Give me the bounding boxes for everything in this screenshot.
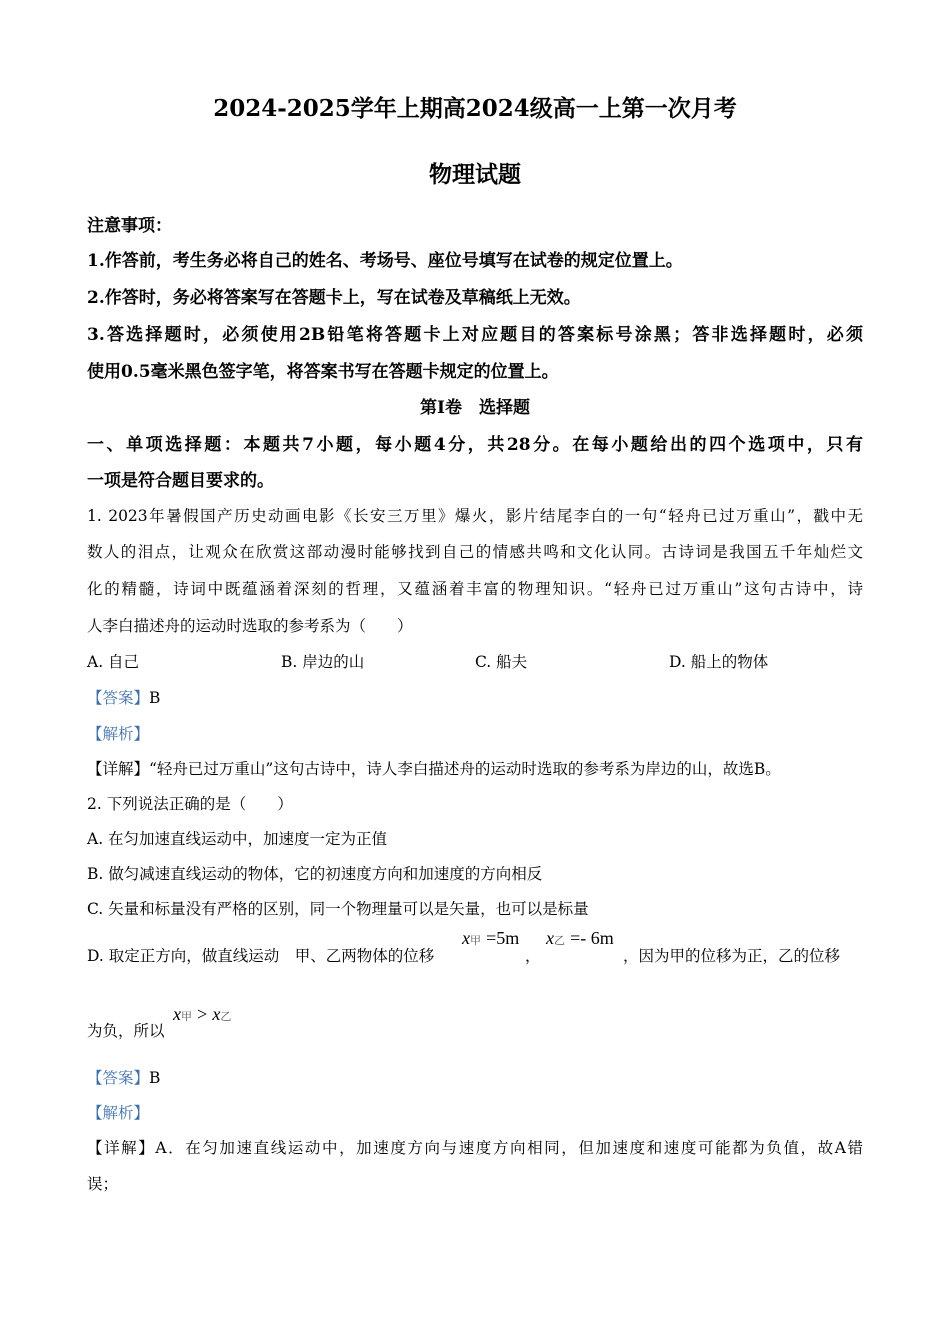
section-title: 第I卷 选择题	[420, 398, 530, 418]
compare-x-jia: x	[173, 1004, 181, 1024]
q2-answer-value: B	[149, 1069, 161, 1087]
exam-title: 2024-2025学年上期高2024级高一上第一次月考	[213, 95, 737, 122]
compare-greater-than: >	[197, 1004, 208, 1024]
notice-heading: 注意事项：	[87, 216, 172, 236]
formula-x-yi: x	[546, 928, 554, 948]
q1-option-b: B. 岸边的山	[281, 653, 365, 671]
q1-detail: 【详解】“轻舟已过万重山”这句古诗中，诗人李白描述舟的运动时选取的参考系为岸边的山，故选B。	[87, 760, 781, 778]
q2-detail-line-2: 误；	[87, 1175, 119, 1193]
q1-option-d: D. 船上的物体	[669, 653, 769, 671]
formula-value-jia: =5m	[486, 928, 520, 948]
q1-stem-line-4: 人李白描述舟的运动时选取的参考系为（ ）	[87, 617, 413, 635]
q1-option-a: A. 自己	[87, 653, 140, 671]
q1-answer-value: B	[149, 689, 161, 707]
q1-stem-line-1: 1. 2023年暑假国产历史动画电影《长安三万里》爆火，影片结尾李白的一句“轻舟已过万重山”，戳中无	[87, 507, 863, 525]
q1-stem-line-2: 数人的泪点，让观众在欣赏这部动漫时能够找到自己的情感共鸣和文化认同。古诗词是我国五千年灿烂文	[87, 543, 863, 561]
q2-formula-jia	[462, 928, 519, 949]
formula-x-jia: x	[462, 928, 470, 948]
notice-item-1: 1.作答前，考生务必将自己的姓名、考场号、座位号填写在试卷的规定位置上。	[87, 251, 683, 271]
q2-detail-line-1: 【详解】A．在匀加速直线运动中，加速度方向与速度方向相同，但加速度和速度可能都为负值，故A错	[87, 1139, 863, 1157]
q2-formula-comma: ，	[525, 947, 541, 965]
exam-subtitle: 物理试题	[429, 161, 521, 188]
q2-answer-tag: 【答案】	[87, 1069, 150, 1087]
formula-sub-jia: 甲	[470, 934, 481, 947]
q2-formula-yi	[546, 928, 614, 949]
notice-item-2: 2.作答时，务必将答案写在答题卡上，写在试卷及草稿纸上无效。	[87, 288, 581, 308]
q1-option-c: C. 船夫	[475, 653, 528, 671]
q2-answer-line	[87, 1066, 863, 1088]
q1-answer-tag: 【答案】	[87, 689, 150, 707]
q1-analysis-tag: 【解析】	[87, 725, 150, 743]
q2-option-b: B. 做匀减速直线运动的物体，它的初速度方向和加速度的方向相反	[87, 865, 543, 883]
compare-sub-jia: 甲	[181, 1010, 192, 1023]
formula-value-yi: =- 6m	[570, 928, 614, 948]
q2-formula-compare	[173, 1004, 231, 1025]
part1-instruction-line-2: 一项是符合题目要求的。	[87, 471, 274, 491]
q2-option-a: A. 在匀加速直线运动中，加速度一定为正值	[87, 830, 388, 848]
q1-stem-line-3: 化的精髓，诗词中既蕴涵着深刻的哲理，又蕴涵着丰富的物理知识。“轻舟已过万重山”这句古诗中，诗	[87, 580, 863, 598]
q2-option-c: C. 矢量和标量没有严格的区别，同一个物理量可以是矢量，也可以是标量	[87, 900, 589, 918]
compare-x-yi: x	[212, 1004, 221, 1024]
compare-sub-yi: 乙	[220, 1010, 232, 1023]
q1-answer-line	[87, 686, 863, 708]
q2-option-d-line-2: 为负，所以	[87, 1022, 165, 1040]
q2-analysis-tag: 【解析】	[87, 1104, 150, 1122]
formula-sub-yi: 乙	[554, 934, 565, 947]
q2-option-d-line-1: D. 取定正方向，做直线运动 甲、乙两物体的位移	[87, 947, 435, 965]
notice-item-3-line-1: 3.答选择题时，必须使用2B铅笔将答题卡上对应题目的答案标号涂黑；答非选择题时，必须	[87, 325, 863, 345]
notice-item-3-line-2: 使用0.5毫米黑色签字笔，将答案书写在答题卡规定的位置上。	[87, 362, 559, 382]
q2-stem: 2. 下列说法正确的是（ ）	[87, 795, 293, 813]
q2-option-d-line-1-end: ，因为甲的位移为正，乙的位移	[623, 947, 841, 965]
part1-instruction-line-1: 一、单项选择题：本题共7小题，每小题4分，共28分。在每小题给出的四个选项中，只有	[87, 435, 863, 455]
